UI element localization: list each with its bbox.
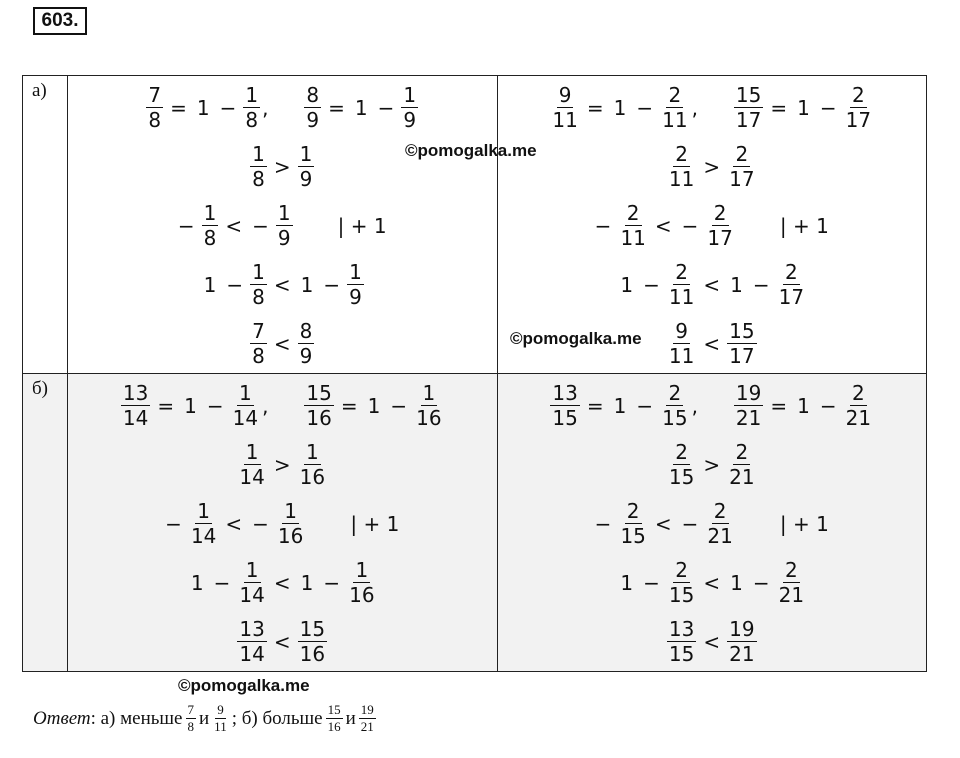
fraction — [237, 559, 266, 606]
denominator: 17 — [735, 108, 762, 132]
problem-number: 603. — [33, 7, 87, 35]
denominator: 15 — [668, 642, 695, 666]
denominator: 17 — [729, 344, 755, 368]
math-cell — [68, 76, 498, 374]
math-symbol: 1 — [613, 95, 627, 120]
math-symbol: , — [262, 95, 269, 120]
fraction — [777, 261, 806, 308]
fraction — [550, 382, 579, 429]
math-line — [235, 435, 329, 494]
numerator: 7 — [186, 703, 197, 719]
answer-colon: : — [90, 707, 96, 729]
denominator: 11 — [668, 344, 695, 368]
fraction — [667, 441, 696, 488]
denominator: 16 — [327, 719, 341, 735]
fraction — [667, 143, 696, 190]
math-symbol: 1 — [613, 393, 627, 418]
fraction — [727, 143, 756, 190]
math-symbol: 1 — [797, 393, 810, 418]
numerator: 13 — [552, 381, 578, 405]
math-symbol: < — [654, 213, 672, 238]
denominator: 15 — [662, 406, 688, 430]
denominator: 14 — [232, 406, 259, 430]
math-symbol: 1 — [184, 393, 197, 418]
fraction — [660, 382, 689, 429]
denominator: 9 — [299, 167, 313, 191]
numerator: 1 — [355, 558, 369, 582]
fraction — [121, 382, 150, 429]
math-line — [615, 255, 808, 314]
math-symbol: − — [681, 511, 699, 536]
answer-fraction — [359, 703, 376, 735]
math-symbol: − — [636, 393, 654, 418]
fraction — [298, 143, 315, 190]
numerator: 1 — [245, 440, 259, 464]
operation-note: | + 1 — [350, 511, 400, 536]
fraction — [667, 559, 696, 606]
math-symbol: < — [225, 213, 243, 238]
denominator: 21 — [778, 583, 805, 607]
math-symbol: 1 — [620, 272, 634, 297]
answer-fraction — [212, 703, 229, 735]
row-a — [23, 76, 927, 374]
math-symbol: > — [273, 154, 291, 179]
numerator: 2 — [675, 440, 688, 464]
denominator: 16 — [299, 465, 326, 489]
math-line — [548, 376, 875, 435]
math-line — [548, 78, 875, 137]
numerator: 15 — [729, 319, 755, 343]
math-symbol: 1 — [620, 570, 634, 595]
denominator: 16 — [306, 406, 332, 430]
math-symbol: < — [703, 570, 721, 595]
math-symbol: − — [819, 95, 837, 120]
math-symbol: = — [770, 393, 788, 418]
math-symbol: , — [691, 393, 698, 418]
fraction — [237, 618, 266, 665]
denominator: 16 — [349, 583, 375, 607]
math-symbol: < — [273, 331, 291, 356]
fraction — [276, 202, 293, 249]
math-line — [173, 196, 392, 255]
math-symbol: 1 — [190, 570, 204, 595]
denominator: 21 — [360, 719, 374, 735]
math-symbol: 1 — [300, 272, 314, 297]
math-cell — [68, 374, 498, 672]
math-symbol: − — [377, 95, 395, 120]
numerator: 7 — [252, 319, 265, 343]
numerator: 9 — [675, 319, 688, 343]
numerator: 8 — [306, 83, 320, 107]
math-symbol: − — [752, 272, 770, 297]
numerator: 1 — [403, 83, 417, 107]
watermark: ©pomogalka.me — [405, 141, 537, 160]
math-line — [248, 137, 316, 196]
numerator: 2 — [735, 440, 749, 464]
fraction — [550, 84, 579, 131]
denominator: 8 — [252, 285, 265, 309]
math-symbol: 1 — [196, 95, 210, 120]
answer-conjunction: и — [345, 707, 356, 729]
fraction — [202, 202, 219, 249]
denominator: 9 — [403, 108, 417, 132]
fraction — [618, 500, 647, 547]
numerator: 1 — [203, 201, 217, 225]
watermark: ©pomogalka.me — [510, 329, 642, 348]
fraction — [667, 261, 696, 308]
math-symbol: < — [273, 272, 291, 297]
numerator: 15 — [735, 83, 762, 107]
math-symbol: < — [703, 272, 721, 297]
denominator: 14 — [190, 524, 217, 548]
row-label: а) — [23, 76, 68, 374]
numerator: 19 — [735, 381, 762, 405]
math-line — [665, 314, 759, 373]
numerator: 2 — [784, 260, 798, 284]
numerator: 1 — [349, 260, 362, 284]
math-line — [615, 553, 808, 612]
math-symbol: < — [654, 511, 672, 536]
math-symbol: = — [770, 95, 788, 120]
denominator: 8 — [252, 344, 265, 368]
answer-separator: ; — [231, 707, 237, 729]
fraction — [347, 559, 376, 606]
numerator: 2 — [668, 381, 682, 405]
numerator: 15 — [299, 617, 326, 641]
numerator: 1 — [238, 381, 252, 405]
numerator: 2 — [626, 499, 640, 523]
math-symbol: , — [262, 393, 269, 418]
fraction — [727, 618, 756, 665]
fraction — [414, 382, 443, 429]
denominator: 8 — [245, 108, 259, 132]
numerator: 9 — [558, 83, 572, 107]
denominator: 15 — [668, 583, 695, 607]
denominator: 16 — [277, 524, 304, 548]
numerator: 1 — [252, 260, 265, 284]
solution-table — [22, 75, 927, 672]
fraction — [347, 261, 364, 308]
watermark: ©pomogalka.me — [178, 676, 310, 695]
answer-fraction — [186, 703, 197, 735]
math-line — [665, 137, 759, 196]
denominator: 8 — [203, 226, 217, 250]
fraction — [231, 382, 260, 429]
math-symbol: − — [226, 272, 244, 297]
math-line — [665, 435, 759, 494]
fraction — [844, 382, 873, 429]
denominator: 15 — [620, 524, 646, 548]
row-label: б) — [23, 374, 68, 672]
denominator: 21 — [707, 524, 733, 548]
math-line — [665, 612, 759, 671]
numerator: 1 — [245, 558, 259, 582]
fraction — [618, 202, 647, 249]
numerator: 1 — [245, 83, 259, 107]
numerator: 2 — [735, 142, 749, 166]
math-symbol: − — [752, 570, 770, 595]
fraction — [667, 618, 696, 665]
fraction — [189, 500, 218, 547]
fraction — [660, 84, 689, 131]
denominator: 8 — [187, 719, 194, 735]
denominator: 9 — [349, 285, 362, 309]
numerator: 13 — [122, 381, 149, 405]
denominator: 14 — [239, 583, 265, 607]
math-symbol: − — [206, 393, 224, 418]
math-symbol: − — [323, 570, 341, 595]
denominator: 14 — [239, 642, 265, 666]
numerator: 2 — [713, 499, 727, 523]
fraction — [727, 441, 756, 488]
math-symbol: 1 — [367, 393, 381, 418]
math-symbol: − — [390, 393, 408, 418]
denominator: 14 — [122, 406, 149, 430]
denominator: 11 — [668, 167, 695, 191]
math-symbol: < — [273, 629, 291, 654]
math-line — [590, 494, 834, 553]
math-symbol: − — [165, 511, 182, 536]
denominator: 9 — [299, 344, 313, 368]
math-line — [199, 255, 366, 314]
math-symbol: < — [273, 570, 291, 595]
math-line — [160, 494, 404, 553]
fraction — [298, 618, 327, 665]
numerator: 15 — [306, 381, 332, 405]
operation-note: | + 1 — [779, 511, 829, 536]
denominator: 11 — [668, 285, 695, 309]
fraction — [734, 84, 763, 131]
numerator: 13 — [239, 617, 265, 641]
answer-conjunction: и — [199, 707, 210, 729]
denominator: 11 — [214, 719, 227, 735]
numerator: 7 — [148, 83, 162, 107]
numerator: 1 — [299, 142, 313, 166]
denominator: 21 — [729, 642, 755, 666]
math-symbol: − — [252, 511, 269, 536]
numerator: 13 — [668, 617, 695, 641]
denominator: 15 — [552, 406, 578, 430]
math-symbol: < — [225, 511, 243, 536]
denominator: 21 — [735, 406, 762, 430]
fraction — [237, 441, 266, 488]
fraction — [777, 559, 806, 606]
denominator: 14 — [239, 465, 265, 489]
denominator: 16 — [299, 642, 326, 666]
numerator: 2 — [675, 558, 688, 582]
math-symbol: − — [252, 213, 269, 238]
math-symbol: − — [213, 570, 231, 595]
answer-fraction — [326, 703, 343, 735]
denominator: 17 — [729, 167, 755, 191]
math-symbol: = — [157, 393, 175, 418]
numerator: 1 — [252, 142, 265, 166]
denominator: 9 — [277, 226, 291, 250]
numerator: 8 — [299, 319, 313, 343]
numerator: 2 — [852, 381, 865, 405]
answer-label: Ответ — [33, 707, 91, 729]
math-symbol: = — [586, 393, 604, 418]
numerator: 2 — [713, 201, 727, 225]
denominator: 17 — [778, 285, 805, 309]
numerator: 2 — [668, 83, 682, 107]
math-symbol: 1 — [354, 95, 368, 120]
fraction — [844, 84, 873, 131]
fraction — [401, 84, 418, 131]
answer-line — [33, 703, 379, 735]
math-symbol: > — [703, 154, 721, 179]
denominator: 11 — [552, 108, 578, 132]
math-symbol: − — [819, 393, 837, 418]
fraction — [667, 320, 696, 367]
fraction — [705, 202, 734, 249]
fraction — [304, 84, 321, 131]
math-symbol: = — [340, 393, 358, 418]
math-symbol: 1 — [300, 570, 314, 595]
fraction — [734, 382, 763, 429]
fraction — [298, 441, 327, 488]
numerator: 1 — [422, 381, 436, 405]
math-symbol: < — [703, 629, 721, 654]
math-symbol: − — [594, 213, 612, 238]
fraction — [250, 143, 267, 190]
numerator: 1 — [277, 201, 291, 225]
fraction — [250, 261, 267, 308]
fraction — [276, 500, 305, 547]
math-symbol: 1 — [730, 570, 743, 595]
numerator: 2 — [675, 260, 688, 284]
denominator: 17 — [845, 108, 872, 132]
operation-note: | + 1 — [779, 213, 829, 238]
math-symbol: − — [177, 213, 195, 238]
math-line — [144, 78, 420, 137]
math-symbol: − — [643, 570, 660, 595]
math-symbol: , — [691, 95, 698, 120]
denominator: 17 — [707, 226, 733, 250]
denominator: 9 — [306, 108, 320, 132]
math-cell — [497, 374, 927, 672]
fraction — [705, 500, 734, 547]
numerator: 2 — [852, 83, 865, 107]
answer-part-b: б) больше — [241, 707, 323, 729]
denominator: 15 — [668, 465, 695, 489]
numerator: 19 — [359, 703, 376, 719]
fraction — [243, 84, 260, 131]
math-symbol: − — [323, 272, 341, 297]
math-symbol: > — [273, 452, 291, 477]
fraction — [250, 320, 267, 367]
math-line — [248, 314, 316, 373]
math-line — [186, 553, 379, 612]
math-symbol: = — [586, 95, 604, 120]
math-symbol: 1 — [797, 95, 810, 120]
numerator: 19 — [729, 617, 755, 641]
numerator: 1 — [197, 499, 211, 523]
math-symbol: = — [170, 95, 187, 120]
denominator: 16 — [416, 406, 442, 430]
numerator: 15 — [326, 703, 343, 719]
math-symbol: − — [594, 511, 612, 536]
operation-note: | + 1 — [337, 213, 387, 238]
numerator: 1 — [284, 499, 298, 523]
math-symbol: − — [219, 95, 237, 120]
answer-part-a: а) меньше — [100, 707, 183, 729]
numerator: 2 — [675, 142, 688, 166]
math-line — [590, 196, 834, 255]
denominator: 21 — [845, 406, 872, 430]
row-b — [23, 374, 927, 672]
math-symbol: 1 — [203, 272, 217, 297]
math-line — [119, 376, 446, 435]
math-line — [235, 612, 329, 671]
denominator: 11 — [662, 108, 688, 132]
math-symbol: = — [328, 95, 345, 120]
math-symbol: 1 — [730, 272, 743, 297]
denominator: 8 — [148, 108, 162, 132]
numerator: 9 — [215, 703, 226, 719]
numerator: 1 — [305, 440, 319, 464]
math-symbol: − — [681, 213, 699, 238]
denominator: 11 — [620, 226, 646, 250]
fraction — [727, 320, 756, 367]
math-symbol: − — [636, 95, 654, 120]
fraction — [304, 382, 333, 429]
math-symbol: − — [643, 272, 660, 297]
fraction — [298, 320, 315, 367]
numerator: 2 — [784, 558, 798, 582]
numerator: 2 — [626, 201, 640, 225]
denominator: 21 — [729, 465, 755, 489]
denominator: 8 — [252, 167, 265, 191]
math-symbol: > — [703, 452, 721, 477]
fraction — [146, 84, 163, 131]
math-symbol: < — [703, 331, 721, 356]
